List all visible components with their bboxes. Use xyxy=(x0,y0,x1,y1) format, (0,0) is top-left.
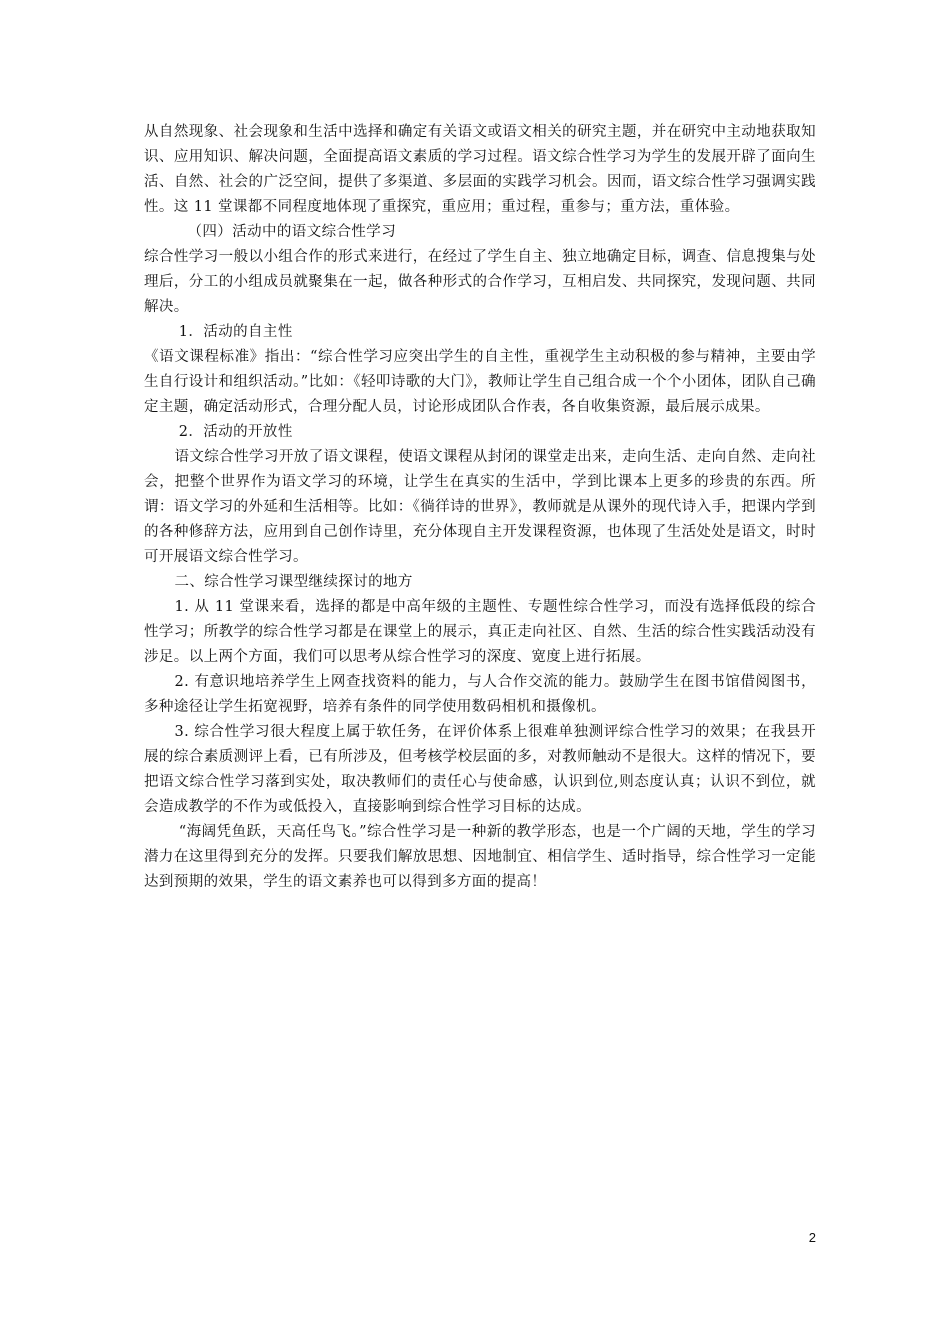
page-number: 2 xyxy=(808,1230,816,1245)
subheading-openness: 2．活动的开放性 xyxy=(178,424,293,440)
paragraph-open-curriculum: 语文综合性学习开放了语文课程，使语文课程从封闭的课堂走出来，走向生活、走向自然、走向社会，把整个世界作为语文学习的环境，让学生在真实的生活中，学到比课本上更多的珍贵的东西。所谓：语文学习的外延和生活相等。比如：《徜徉诗的世界》，教师就是从课外的现代诗入手，把课内学到的各种修辞方法，应用到自己创作诗里，充分体现自主开发课程资源，也体现了生活处处是语文，时时可开展语文综合性学习。 xyxy=(144,449,816,565)
heading-activity-learning: （四）活动中的语文综合性学习 xyxy=(187,224,397,240)
list-item-1: 1. 从 11 堂课来看，选择的都是中高年级的主题性、专题性综合性学习，而没有选择低段的综合性学习；所教学的综合性学习都是在课堂上的展示，真正走向社区、自然、生活的综合性实践活动没有涉足。以上两个方面，我们可以思考从综合性学习的深度、宽度上进行拓展。 xyxy=(144,599,816,665)
paragraph-conclusion: “海阔凭鱼跃，天高任鸟飞。”综合性学习是一种新的教学形态，也是一个广阔的天地，学生的学习潜力在这里得到充分的发挥。只要我们解放思想、因地制宜、相信学生、适时指导，综合性学习一定能达到预期的效果，学生的语文素养也可以得到多方面的提高！ xyxy=(144,824,816,890)
list-item-3: 3. 综合性学习很大程度上属于软任务，在评价体系上很难单独测评综合性学习的效果；在我县开展的综合素质测评上看，已有所涉及，但考核学校层面的多，对教师触动不是很大。这样的情况下，要把语文综合性学习落到实处，取决教师们的责任心与使命感，认识到位,则态度认真；认识不到位，就会造成教学的不作为或低投入，直接影响到综合性学习目标的达成。 xyxy=(144,724,816,815)
paragraph-curriculum-standard: 《语文课程标准》指出：“综合性学习应突出学生的自主性，重视学生主动积极的参与精神，主要由学生自行设计和组织活动。”比如：《轻叩诗歌的大门》，教师让学生自己组合成一个个小团体，团队自己确定主题，确定活动形式，合理分配人员，讨论形成团队合作表，各自收集资源，最后展示成果。 xyxy=(144,349,816,415)
heading-further-discussion: 二、综合性学习课型继续探讨的地方 xyxy=(174,574,413,590)
paragraph-research-process: 从自然现象、社会现象和生活中选择和确定有关语文或语文相关的研究主题，并在研究中主动地获取知识、应用知识、解决问题，全面提高语文素质的学习过程。语文综合性学习为学生的发展开辟了面向生活、自然、社会的广泛空间，提供了多渠道、多层面的实践学习机会。因而，语文综合性学习强调实践性。这 11 堂课都不同程度地体现了重探究，重应用；重过程，重参与；重方法，重体验。 xyxy=(144,124,816,215)
document-body xyxy=(144,120,816,895)
paragraph-group-cooperation: 综合性学习一般以小组合作的形式来进行，在经过了学生自主、独立地确定目标，调查、信息搜集与处理后，分工的小组成员就聚集在一起，做各种形式的合作学习，互相启发、共同探究，发现问题、共同解决。 xyxy=(144,249,816,315)
subheading-autonomy: 1．活动的自主性 xyxy=(178,324,293,340)
list-item-2: 2. 有意识地培养学生上网查找资料的能力，与人合作交流的能力。鼓励学生在图书馆借阅图书，多种途径让学生拓宽视野，培养有条件的同学使用数码相机和摄像机。 xyxy=(144,674,816,715)
